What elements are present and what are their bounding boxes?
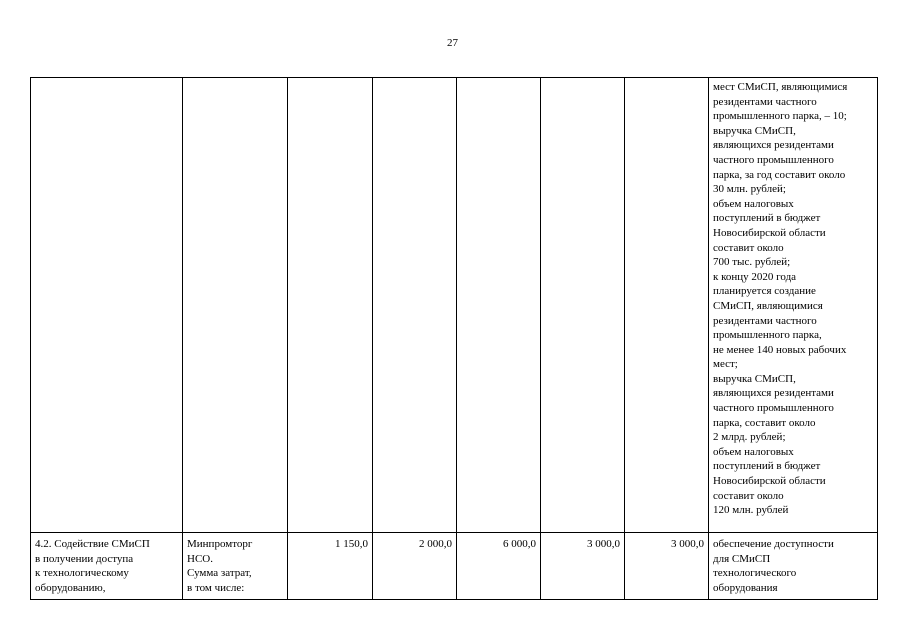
text-line: Новосибирской области xyxy=(713,475,826,488)
text-line: промышленного парка, – 10; xyxy=(713,110,847,123)
text-line: объем налоговых xyxy=(713,445,794,458)
text-line: поступлений в бюджет xyxy=(713,212,821,225)
text-line: парка, за год составит около xyxy=(713,168,846,181)
value-cell xyxy=(541,78,625,533)
text-line: мест СМиСП, являющимися xyxy=(713,81,848,93)
value-cell xyxy=(457,78,541,533)
text-line: составит около xyxy=(713,241,784,254)
measure-cell xyxy=(31,78,183,533)
text-line: парка, составит около xyxy=(713,416,816,429)
text-line: оборудования xyxy=(713,581,778,594)
text-line: Новосибирской области xyxy=(713,226,826,239)
text-line: Сумма затрат, xyxy=(187,567,252,580)
value-cell xyxy=(373,78,457,533)
text-line: поступлений в бюджет xyxy=(713,460,821,473)
value-cell: 2 000,0 xyxy=(373,533,457,600)
text-line: резидентами частного xyxy=(713,95,817,108)
table-row xyxy=(31,533,878,600)
text-line: являющихся резидентами xyxy=(713,387,834,400)
text-line: выручка СМиСП, xyxy=(713,372,796,385)
text-line: частного промышленного xyxy=(713,402,834,415)
text-line: частного промышленного xyxy=(713,153,834,166)
text-line: НСО. xyxy=(187,552,213,565)
text-line: 120 млн. рублей xyxy=(713,504,789,517)
text-line: СМиСП, являющимися xyxy=(713,299,823,312)
text-line: объем налоговых xyxy=(713,197,794,210)
text-line: Минпромторг xyxy=(187,538,253,550)
value-cell xyxy=(625,78,709,533)
result-cell xyxy=(709,533,878,600)
value-cell: 1 150,0 xyxy=(288,533,373,600)
text-line: являющихся резидентами xyxy=(713,139,834,152)
text-line: к технологическому xyxy=(35,567,129,580)
text-line: технологического xyxy=(713,567,797,580)
text-line: для СМиСП xyxy=(713,552,771,565)
text-line: выручка СМиСП, xyxy=(713,124,796,137)
text-line: 30 млн. рублей; xyxy=(713,183,786,196)
program-table xyxy=(30,77,878,600)
text-line: составит около xyxy=(713,489,784,502)
text-line: 700 тыс. рублей; xyxy=(713,256,791,269)
value-cell xyxy=(288,78,373,533)
text-line: обеспечение доступности xyxy=(713,538,834,550)
value-cell: 3 000,0 xyxy=(625,533,709,600)
text-line: не менее 140 новых рабочих xyxy=(713,343,847,356)
text-line: в получении доступа xyxy=(35,552,134,565)
value-cell: 6 000,0 xyxy=(457,533,541,600)
executor-cell xyxy=(183,78,288,533)
result-cell xyxy=(709,78,878,533)
text-line: мест; xyxy=(713,358,738,371)
text-line: 4.2. Содействие СМиСП xyxy=(35,538,150,550)
executor-cell xyxy=(183,533,288,600)
page-number: 27 xyxy=(447,37,458,49)
text-line: к концу 2020 года xyxy=(713,270,797,283)
text-line: промышленного парка, xyxy=(713,329,822,342)
text-line: в том числе: xyxy=(187,581,245,594)
text-line: планируется создание xyxy=(713,285,816,298)
value-cell: 3 000,0 xyxy=(541,533,625,600)
measure-cell xyxy=(31,533,183,600)
text-line: оборудованию, xyxy=(35,581,106,594)
text-line: 2 млрд. рублей; xyxy=(713,431,786,444)
text-line: резидентами частного xyxy=(713,314,817,327)
table-row xyxy=(31,78,878,533)
